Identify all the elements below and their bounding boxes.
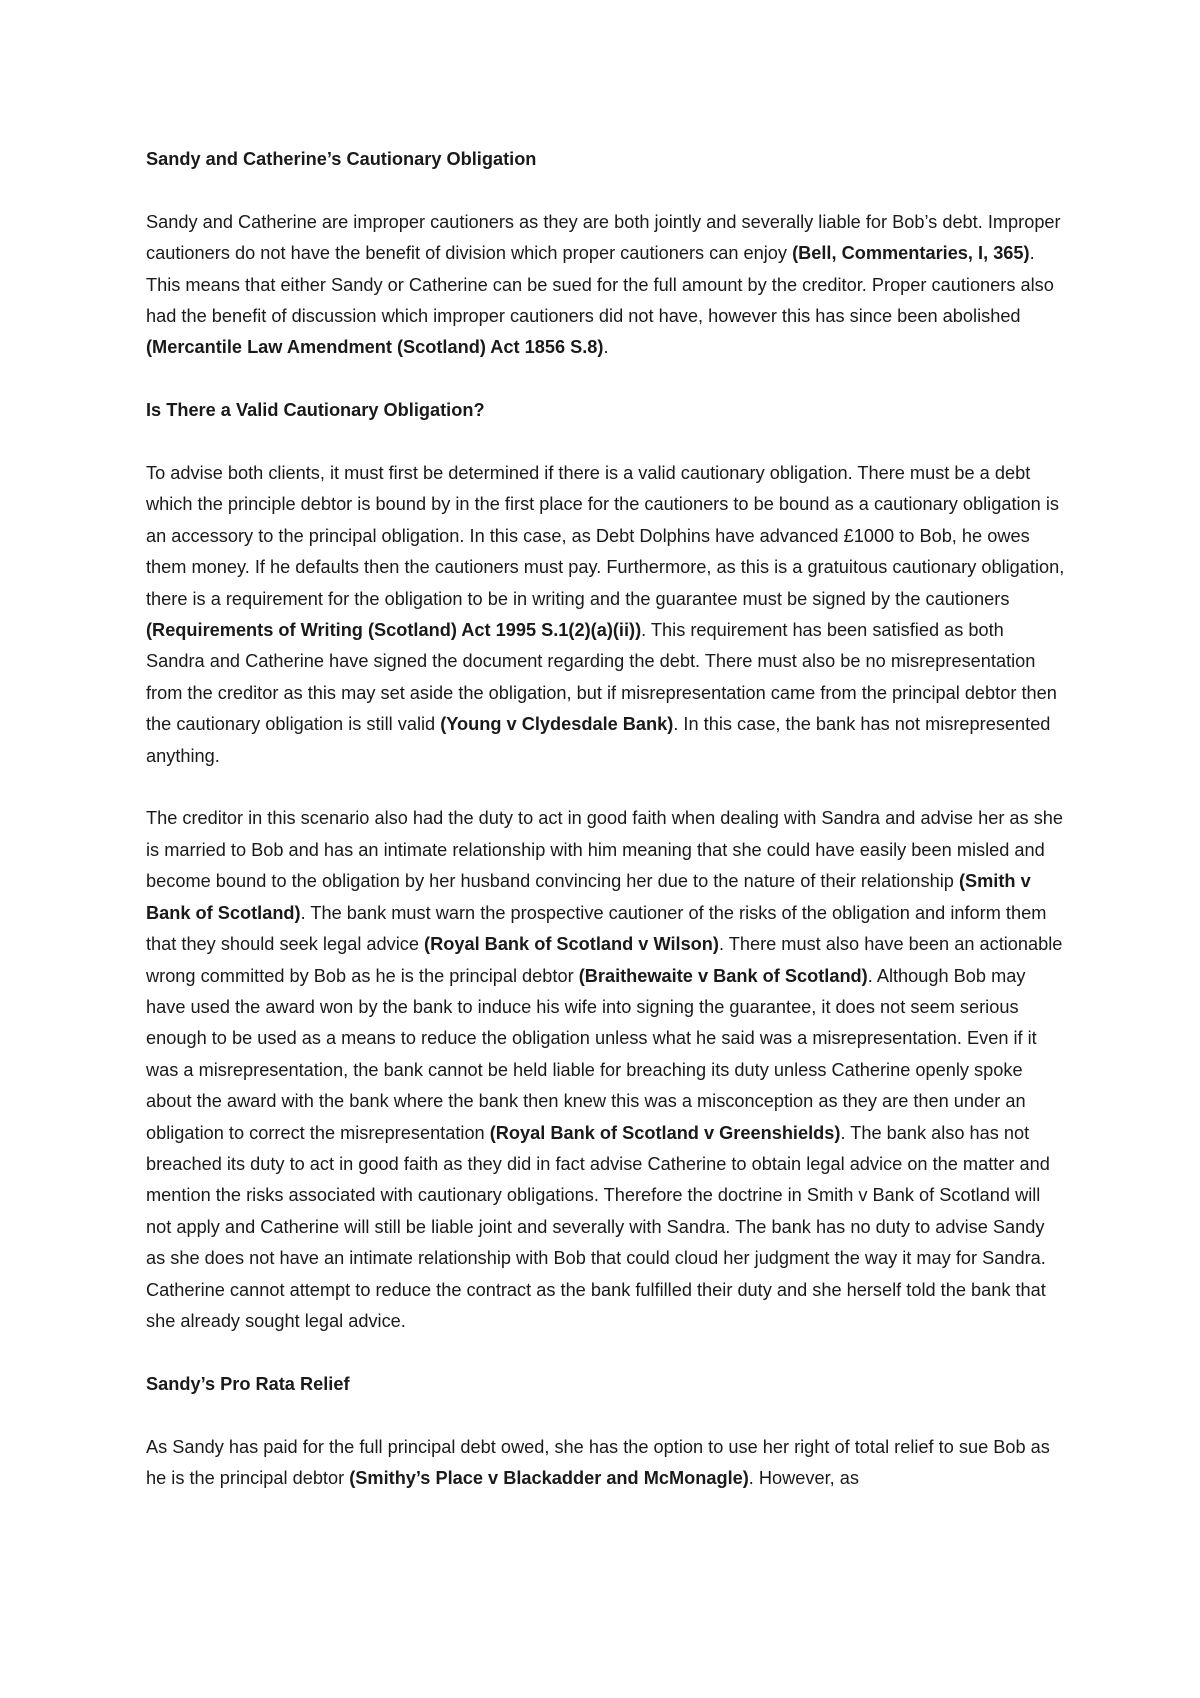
citation-rbs-v-greenshields: (Royal Bank of Scotland v Greenshields) [489, 1122, 841, 1143]
citation-young-v-clydesdale: (Young v Clydesdale Bank) [440, 714, 674, 735]
citation-smithys-place: (Smithy’s Place v Blackadder and McMonagle) [349, 1467, 749, 1488]
paragraph-good-faith: The creditor in this scenario also had the duty to act in good faith when dealing with Sandra and advise her as she is married to Bob and has an intimate relationship with him meaning that she could have easily been misled and become bound to the obligation by her husband convincing her due to the nature of their relationship (Smith v Bank of Scotland). The bank must warn the prospective cautioner of the risks of the obligation and inform them that they should seek legal advice (Royal Bank of Scotland v Wilson). There must also have been an actionable wrong committed by Bob as he is the principal debtor (Braithewaite v Bank of Scotland). Although Bob may have used the award won by the bank to induce his wife into signing the guarantee, it does not seem serious enough to be used as a means to reduce the obligation unless what he said was a misrepresentation. Even if it was a misrepresentation, the bank cannot be held liable for breaching its duty unless Catherine openly spoke about the award with the bank where the bank then knew this was a misconception as they are then under an obligation to correct the misrepresentation (Royal Bank of Scotland v Greenshields). The bank also has not breached its duty to act in good faith as they did in fact advise Catherine to obtain legal advice on the matter and mention the risks associated with cautionary obligations. Therefore the doctrine in Smith v Bank of Scotland will not apply and Catherine will still be liable joint and severally with Sandra. The bank has no duty to advise Sandy as she does not have an intimate relationship with Bob that could cloud her judgment the way it may for Sandra. Catherine cannot attempt to reduce the contract as the bank fulfilled their duty and she herself told the bank that she already sought legal advice. [146, 808, 1064, 1331]
citation-smith-v-bank-of-scotland: (Smith v Bank of Scotland) [146, 871, 1031, 923]
paragraph-valid-obligation: To advise both clients, it must first be determined if there is a valid cautionary obligation. There must be a debt which the principle debtor is bound by in the first place for the cautioners to be bound as a cautionary obligation is an accessory to the principal obligation. In this case, as Debt Dolphins have advanced £1000 to Bob, he owes them money. If he defaults then the cautioners must pay. Furthermore, as this is a gratuitous cautionary obligation, there is a requirement for the obligation to be in writing and the guarantee must be signed by the cautioners (Requirements of Writing (Scotland) Act 1995 S.1(2)(a)(ii)). This requirement has been satisfied as both Sandra and Catherine have signed the document regarding the debt. There must also be no misrepresentation from the creditor as this may set aside the obligation, but if misrepresentation came from the principal debtor then the cautionary obligation is still valid (Young v Clydesdale Bank). In this case, the bank has not misrepresented anything. [146, 463, 1065, 766]
citation-requirements-of-writing: (Requirements of Writing (Scotland) Act 1995 S.1(2)(a)(ii)) [146, 620, 642, 641]
section-heading-pro-rata-relief: Sandy’s Pro Rata Relief [146, 1373, 350, 1394]
section-heading-valid-obligation: Is There a Valid Cautionary Obligation? [146, 400, 485, 421]
citation-bell-commentaries: (Bell, Commentaries, I, 365) [792, 243, 1030, 264]
citation-mercantile-law: (Mercantile Law Amendment (Scotland) Act 1856 S.8) [146, 337, 604, 358]
citation-rbs-v-wilson: (Royal Bank of Scotland v Wilson) [424, 934, 719, 955]
section-heading-cautionary-obligation: Sandy and Catherine’s Cautionary Obligation [146, 149, 537, 169]
document-page [146, 144, 1066, 1526]
paragraph-pro-rata-relief: As Sandy has paid for the full principal debt owed, she has the option to use her right of total relief to sue Bob as he is the principal debtor (Smithy’s Place v Blackadder and McMonagle). However, as [146, 1436, 1050, 1488]
paragraph-improper-cautioners: Sandy and Catherine are improper cautioners as they are both jointly and severally liable for Bob’s debt. Improper cautioners do not have the benefit of division which proper cautioners can enjoy (Bell, Commentaries, I, 365). This means that either Sandy or Catherine can be sued for the full amount by the creditor. Proper cautioners also had the benefit of discussion which improper cautioners did not have, however this has since been abolished (Mercantile Law Amendment (Scotland) Act 1856 S.8). [146, 211, 1061, 358]
citation-braithewaite: (Braithewaite v Bank of Scotland) [578, 965, 868, 986]
